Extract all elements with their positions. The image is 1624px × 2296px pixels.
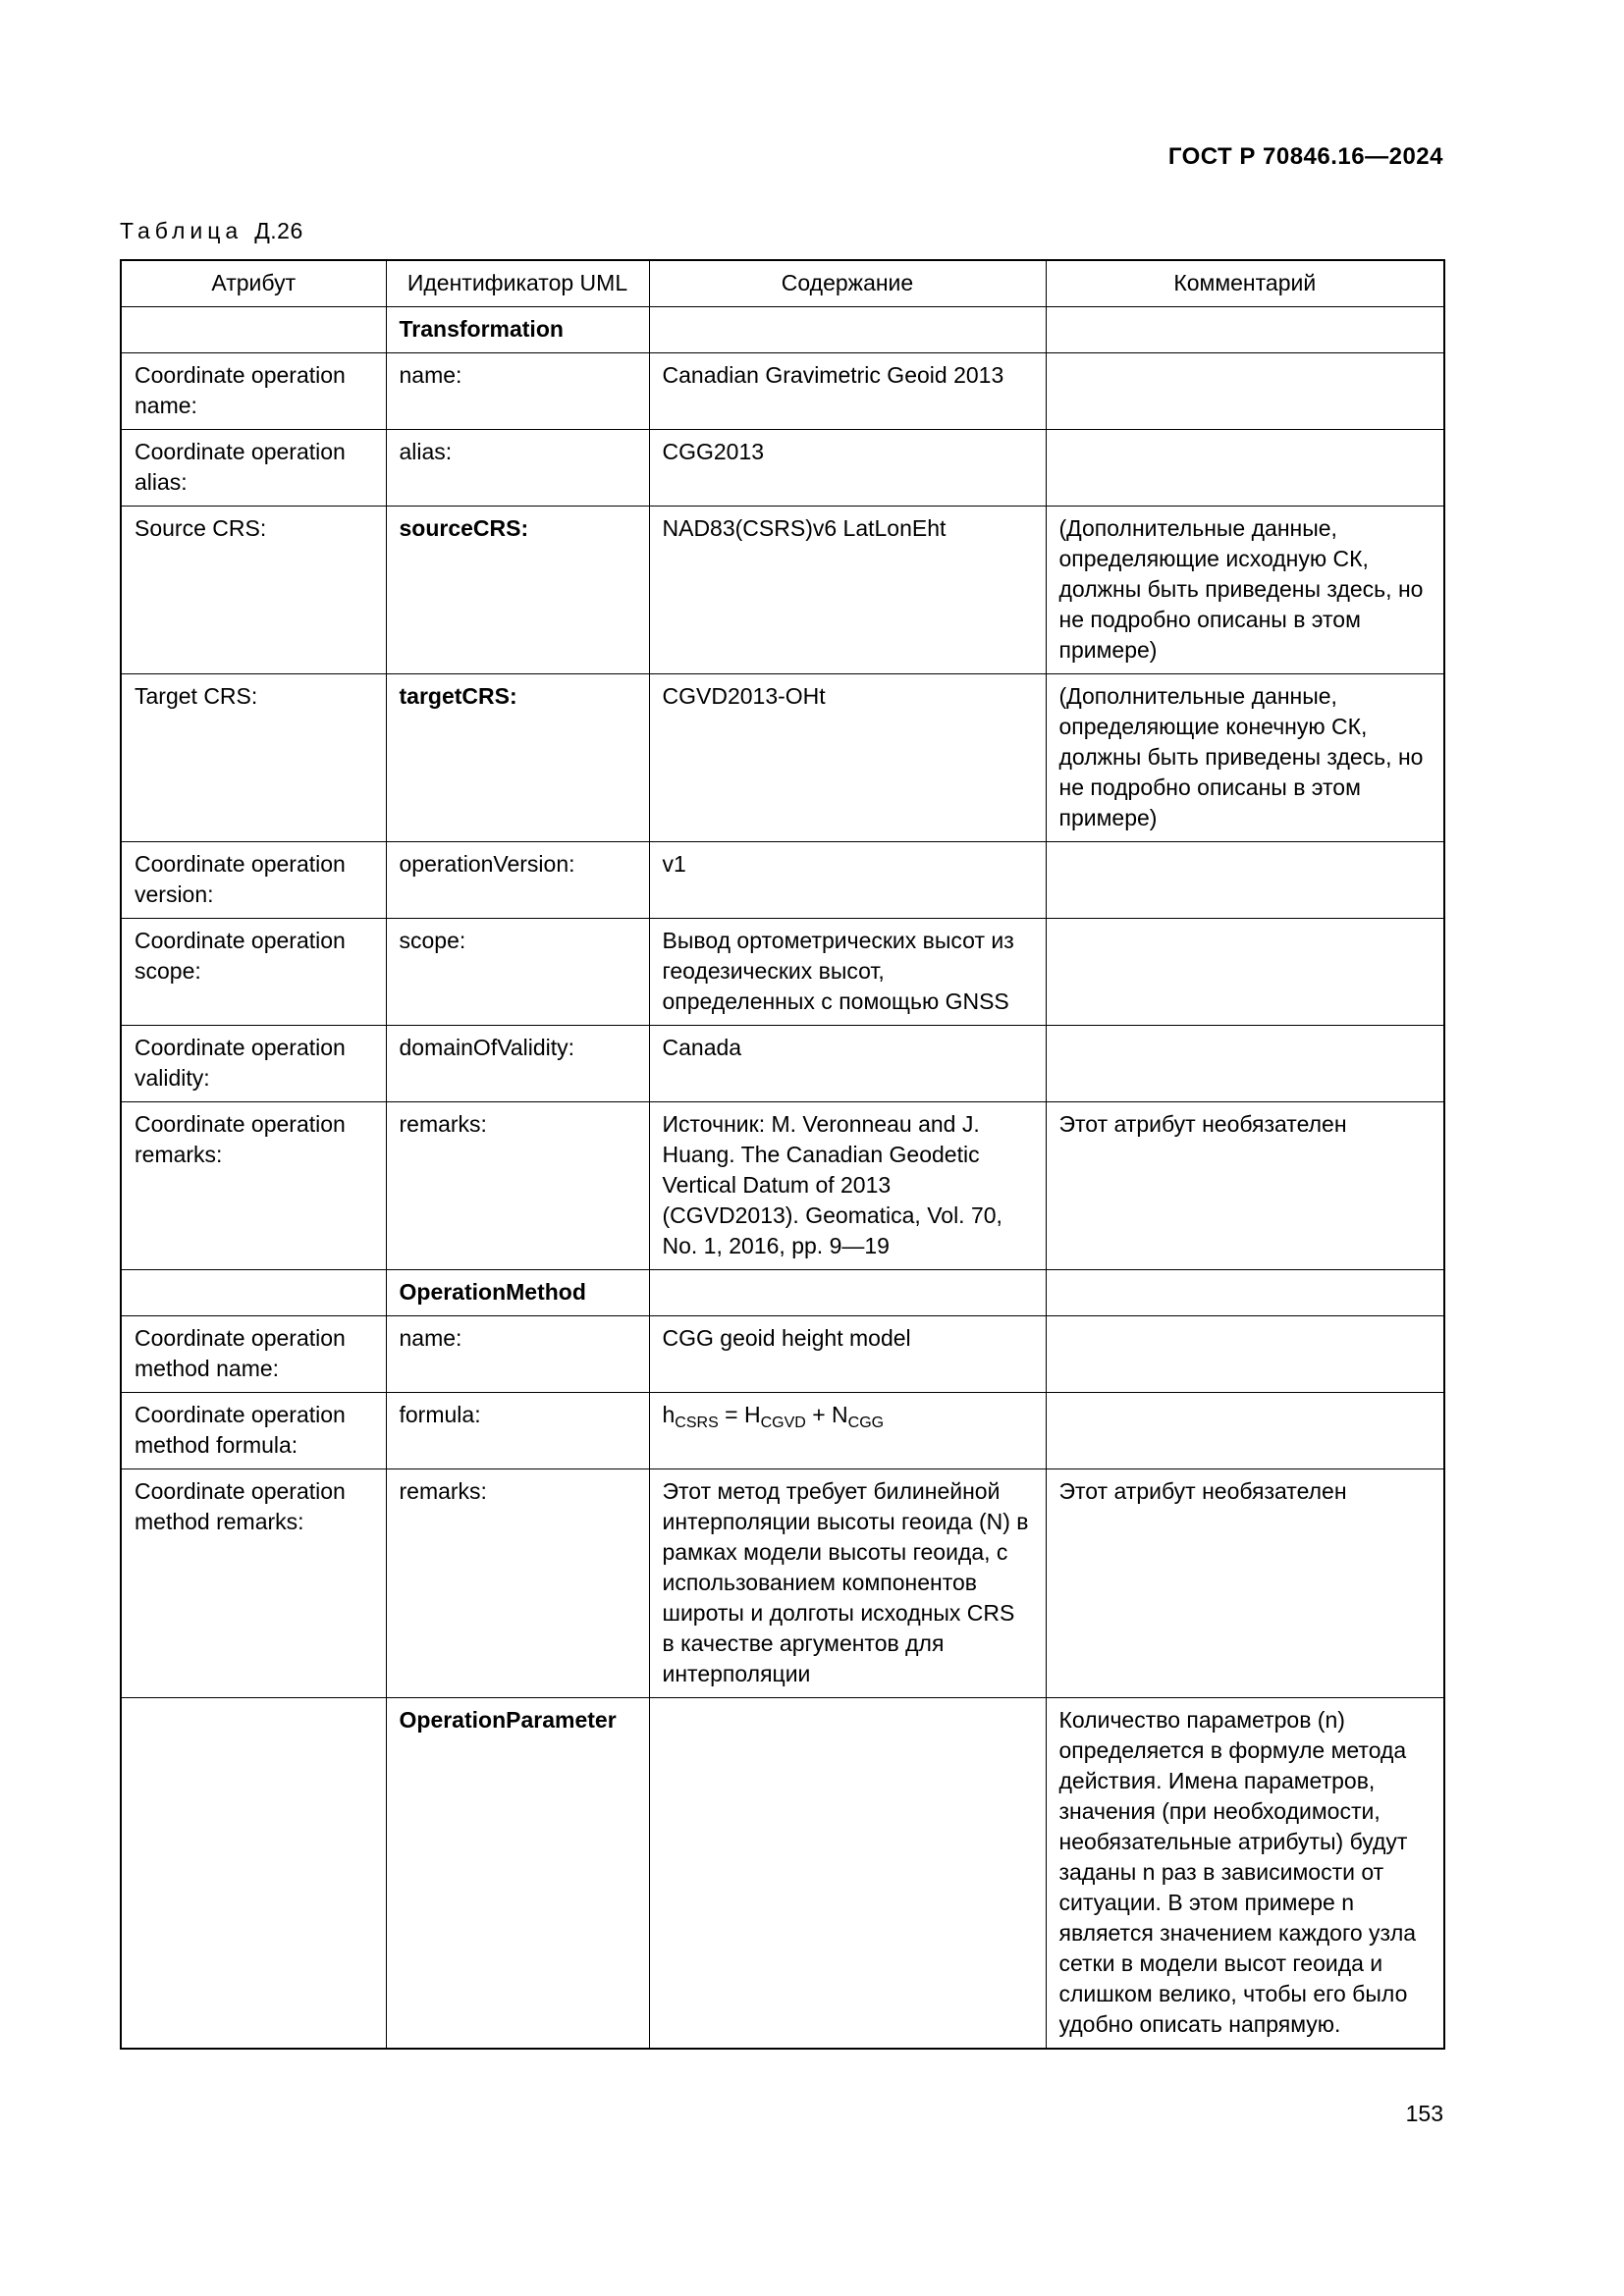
comment-cell: (Дополнительные данные, определяющие конечную СК, должны быть приведены здесь, но не подробно описаны в этом примере) (1046, 673, 1444, 841)
table-row (121, 1697, 1444, 2049)
uml-identifier-cell: name: (386, 1315, 649, 1392)
comment-cell: Количество параметров (n) определяется в формуле метода действия. Имена параметров, значения (при необходимости, необязательные атрибуты) будут заданы n раз в зависимости от ситуации. В этом примере n является значением каждого узла сетки в модели высот геоида и слишком велико, чтобы его было удобно описать напрямую. (1046, 1697, 1444, 2049)
comment-cell (1046, 429, 1444, 506)
attribute-table (120, 259, 1445, 2050)
uml-identifier-cell: targetCRS: (386, 673, 649, 841)
table-body (121, 306, 1444, 2049)
content-cell: NAD83(CSRS)v6 LatLonEht (649, 506, 1046, 673)
uml-identifier-cell: OperationParameter (386, 1697, 649, 2049)
content-cell (649, 1269, 1046, 1315)
content-cell: Canada (649, 1025, 1046, 1101)
comment-cell (1046, 306, 1444, 352)
content-cell: CGG2013 (649, 429, 1046, 506)
table-row (121, 506, 1444, 673)
comment-cell: Этот атрибут необязателен (1046, 1468, 1444, 1697)
table-row (121, 1101, 1444, 1269)
table-row (121, 673, 1444, 841)
uml-identifier-cell: Transformation (386, 306, 649, 352)
column-header-content: Содержание (649, 260, 1046, 306)
table-row (121, 1315, 1444, 1392)
attribute-cell: Coordinate operation scope: (121, 918, 386, 1025)
content-cell: Вывод ортометрических высот из геодезических высот, определенных с помощью GNSS (649, 918, 1046, 1025)
content-cell: Canadian Gravimetric Geoid 2013 (649, 352, 1046, 429)
page-number: 153 (1405, 2101, 1443, 2126)
comment-cell (1046, 1269, 1444, 1315)
attribute-cell: Coordinate operation method remarks: (121, 1468, 386, 1697)
table-row (121, 1025, 1444, 1101)
uml-identifier-cell: remarks: (386, 1468, 649, 1697)
table-caption-word: Таблица (120, 218, 244, 243)
uml-identifier-cell: alias: (386, 429, 649, 506)
column-header-uml: Идентификатор UML (386, 260, 649, 306)
comment-cell (1046, 352, 1444, 429)
content-cell: v1 (649, 841, 1046, 918)
attribute-cell (121, 1269, 386, 1315)
attribute-cell: Coordinate operation validity: (121, 1025, 386, 1101)
document-header: ГОСТ Р 70846.16—2024 (1167, 143, 1443, 170)
comment-cell: Этот атрибут необязателен (1046, 1101, 1444, 1269)
table-row (121, 1468, 1444, 1697)
table-caption-number: Д.26 (254, 218, 303, 243)
table-caption (120, 218, 303, 244)
table-row (121, 429, 1444, 506)
comment-cell (1046, 1392, 1444, 1468)
uml-identifier-cell: scope: (386, 918, 649, 1025)
uml-identifier-cell: OperationMethod (386, 1269, 649, 1315)
content-cell (649, 1697, 1046, 2049)
attribute-cell: Coordinate operation method name: (121, 1315, 386, 1392)
uml-identifier-cell: domainOfValidity: (386, 1025, 649, 1101)
uml-identifier-cell: formula: (386, 1392, 649, 1468)
attribute-cell (121, 1697, 386, 2049)
uml-identifier-cell: sourceCRS: (386, 506, 649, 673)
content-cell: Источник: M. Veronneau and J. Huang. The Canadian Geodetic Vertical Datum of 2013 (CGVD2013). Geomatica, Vol. 70, No. 1, 2016, pp. 9—19 (649, 1101, 1046, 1269)
table-row (121, 918, 1444, 1025)
comment-cell (1046, 918, 1444, 1025)
attribute-cell: Source CRS: (121, 506, 386, 673)
attribute-cell (121, 306, 386, 352)
attribute-cell: Coordinate operation version: (121, 841, 386, 918)
formula-cell: $h_{CSRS} = H_{CGVD} + N_{CGG}$ (649, 1392, 1046, 1468)
attribute-cell: Coordinate operation method formula: (121, 1392, 386, 1468)
table-row (121, 1269, 1444, 1315)
content-cell: CGVD2013-OHt (649, 673, 1046, 841)
table-row (121, 841, 1444, 918)
table-row (121, 306, 1444, 352)
uml-identifier-cell: operationVersion: (386, 841, 649, 918)
comment-cell (1046, 841, 1444, 918)
table-row (121, 1392, 1444, 1468)
comment-cell: (Дополнительные данные, определяющие исходную СК, должны быть приведены здесь, но не подробно описаны в этом примере) (1046, 506, 1444, 673)
attribute-cell: Coordinate operation alias: (121, 429, 386, 506)
comment-cell (1046, 1315, 1444, 1392)
uml-identifier-cell: name: (386, 352, 649, 429)
table-header-row (121, 260, 1444, 306)
attribute-cell: Target CRS: (121, 673, 386, 841)
content-cell (649, 306, 1046, 352)
content-cell: CGG geoid height model (649, 1315, 1046, 1392)
comment-cell (1046, 1025, 1444, 1101)
content-cell: Этот метод требует билинейной интерполяции высоты геоида (N) в рамках модели высоты геоида, с использованием компонентов широты и долготы исходных CRS в качестве аргументов для интерполяции (649, 1468, 1046, 1697)
column-header-comment: Комментарий (1046, 260, 1444, 306)
column-header-attribute: Атрибут (121, 260, 386, 306)
attribute-cell: Coordinate operation remarks: (121, 1101, 386, 1269)
attribute-cell: Coordinate operation name: (121, 352, 386, 429)
table-row (121, 352, 1444, 429)
uml-identifier-cell: remarks: (386, 1101, 649, 1269)
